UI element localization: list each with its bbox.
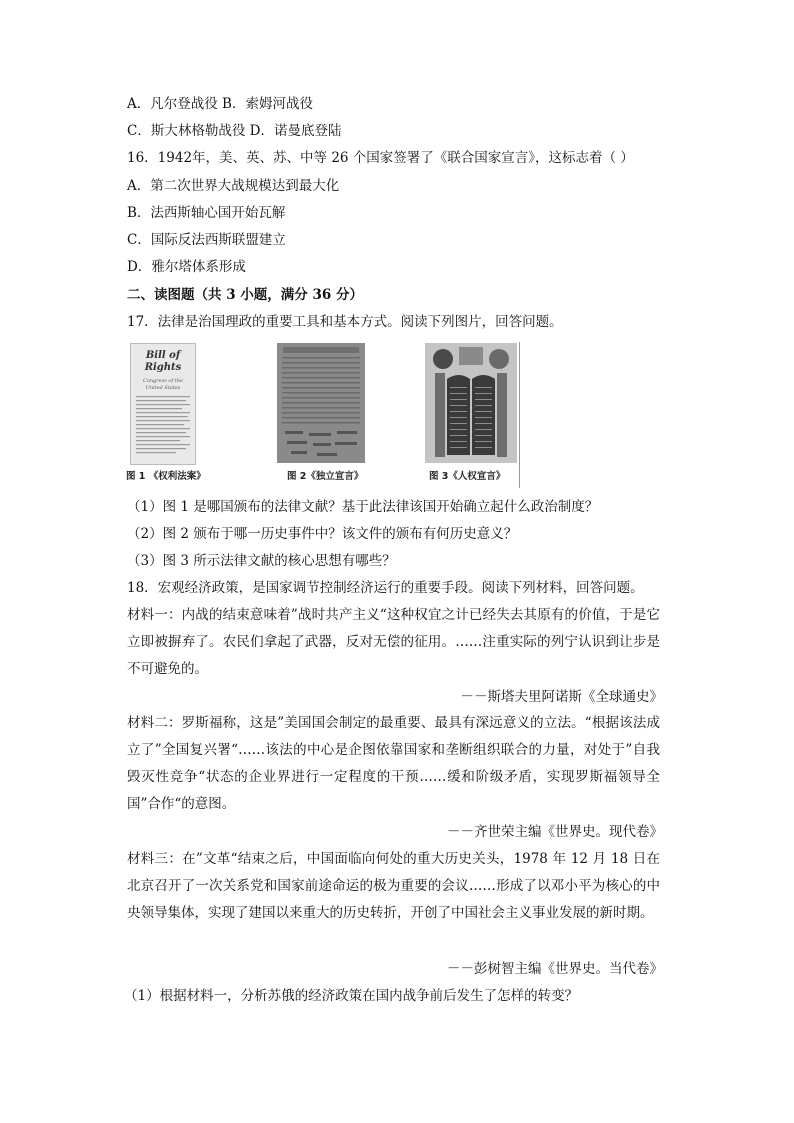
q18-material-1: 材料一：内战的结束意味着”战时共产主义“这种权宜之计已经失去其原有的价值，于是它立即被摒弃了。农民们拿起了武器，反对无偿的征用。……注重实际的列宁认识到让步是不可避免的。 (127, 607, 660, 677)
declaration-of-independence-image (277, 343, 365, 463)
rights-of-man-image (425, 343, 517, 463)
bill-of-rights-image (130, 343, 196, 465)
q18-material-3: 材料三：在”文革“结束之后，中国面临向何处的重大历史关头，1978 年 12 月 18 日在北京召开了一次关系党和国家前途命运的极为重要的会议……形成了以邓小平为核心的中央领导集体，实现了建国以来重大的历史转折，开创了中国社会主义事业发展的新时期。 (127, 851, 660, 921)
figure-2 (277, 343, 377, 482)
q18-material-2: 材料二：罗斯福称，这是”美国国会制定的最重要、最具有深远意义的立法。“根据该法成立了”全国复兴署“……该法的中心是企图依靠国家和垄断组织联合的力量，对处于”自我毁灭性竞争“状态的企业界进行一定程度的干预……缓和阶级矛盾，实现罗斯福领导全国”合作“的意图。 (127, 715, 660, 812)
q17-sub3: （3）图 3 所示法律文献的核心思想有哪些？ (127, 553, 396, 569)
svg-text:Bill of: Bill of (145, 350, 181, 361)
q18-sub1: （1）根据材料一，分析苏俄的经济政策在国内战争前后发生了怎样的转变？ (124, 988, 579, 1004)
figure-2-caption: 图 2《独立宣言》 (287, 471, 364, 482)
svg-text:Rights: Rights (144, 362, 182, 373)
q15-options-cd: C．斯大林格勒战役 D．诺曼底登陆 (127, 123, 342, 139)
q18-stem: 18．宏观经济政策，是国家调节控制经济运行的重要手段。阅读下列材料，回答问题。 (127, 580, 644, 596)
q18-material-3-source: －－彭树智主编《世界史。当代卷》 (447, 961, 663, 977)
svg-text:United States: United States (145, 385, 181, 391)
q17-stem: 17．法律是治国理政的重要工具和基本方式。阅读下列图片，回答问题。 (127, 314, 563, 330)
q17-sub2: （2）图 2 颁布于哪一历史事件中？该文件的颁布有何历史意义？ (127, 526, 518, 542)
q15-options-ab: A．凡尔登战役 B．索姆河战役 (127, 96, 313, 112)
q16-stem: 16．1942年，美、英、苏、中等 26 个国家签署了《联合国家宣言》，这标志着（ ） (127, 150, 634, 166)
q17-sub1: （1）图 1 是哪国颁布的法律文献？基于此法律该国开始确立起什么政治制度？ (127, 499, 599, 515)
section-title: 二、读图题（共 3 小题，满分 36 分） (127, 287, 363, 303)
figure-divider (519, 342, 520, 488)
q16-option-b: B．法西斯轴心国开始瓦解 (127, 205, 286, 221)
figure-3-caption: 图 3《人权宣言》 (429, 471, 506, 482)
figure-1 (126, 343, 260, 482)
q16-option-c: C．国际反法西斯联盟建立 (127, 232, 286, 248)
figure-1-caption: 图 1 《权利法案》 (126, 471, 206, 482)
q18-material-2-source: －－齐世荣主编《世界史。现代卷》 (447, 824, 663, 840)
svg-text:Congress of the: Congress of the (143, 378, 183, 384)
figure-3 (425, 343, 520, 482)
q18-material-1-source: －－斯塔夫里阿诺斯《全球通史》 (460, 689, 663, 705)
q16-option-d: D．雅尔塔体系形成 (127, 259, 246, 275)
q16-option-a: A．第二次世界大战规模达到最大化 (127, 178, 340, 194)
